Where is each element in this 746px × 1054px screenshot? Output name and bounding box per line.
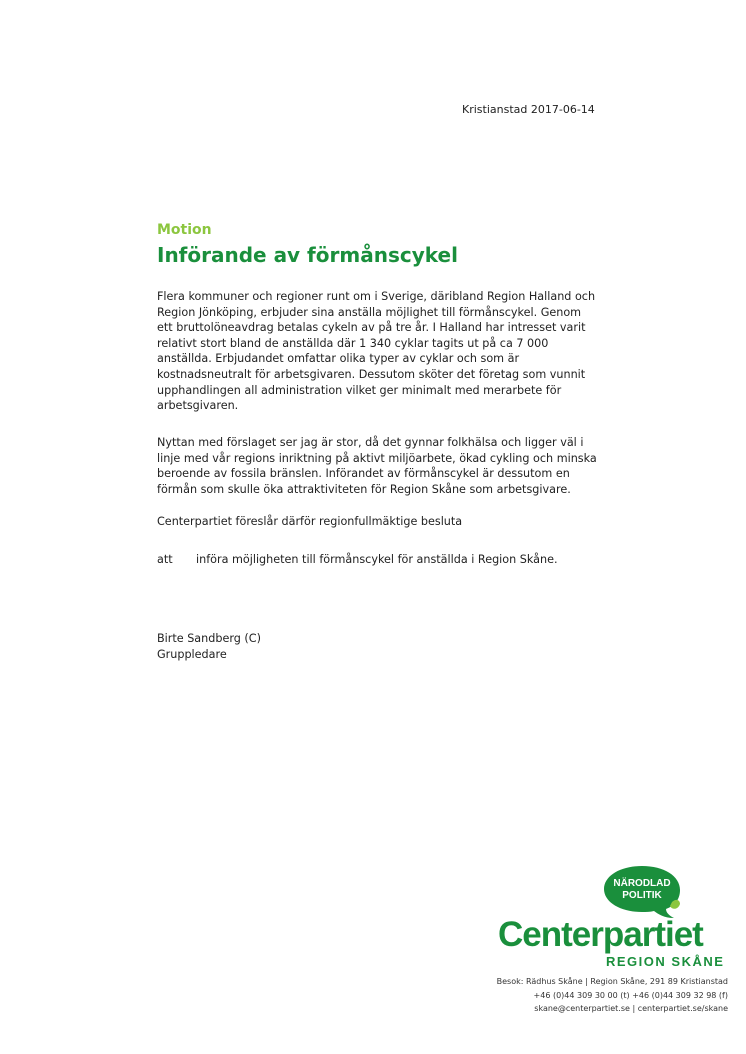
centerpartiet-logo <box>498 864 725 974</box>
logo-region: REGION SKÅNE <box>606 954 725 969</box>
paragraph-line: Flera kommuner och regioner runt om i Sverige, däribland Region Halland och <box>157 290 596 303</box>
signature-role: Gruppledare <box>157 647 227 661</box>
signature <box>157 631 261 662</box>
document-title: Införande av förmånscykel <box>157 243 458 267</box>
paragraph-line: anställda. Erbjudandet omfattar olika typer av cyklar och som är <box>157 352 520 366</box>
document-type: Motion <box>157 222 212 238</box>
document-date: Kristianstad 2017-06-14 <box>462 103 595 116</box>
paragraph-2 <box>157 435 617 497</box>
logo-wordmark: Centerpartiet <box>498 915 703 954</box>
paragraph-line: Region Jönköping, erbjuder sina anställa möjlighet till förmånscykel. Genom <box>157 305 582 319</box>
footer-web: skane@centerpartiet.se | centerpartiet.se/skane <box>534 1004 728 1013</box>
paragraph-line: Nyttan med förslaget ser jag är stor, då det gynnar folkhälsa och ligger väl i <box>157 436 584 449</box>
badge-line-1: NÄRODLAD <box>613 878 671 889</box>
paragraph-line: upphandlingen all administration vilket ger minimalt med merarbete för <box>157 383 562 397</box>
narodlad-politik-badge-icon <box>602 864 682 918</box>
paragraph-line: kostnadsneutralt för arbetsgivaren. Dessutom sköter det företag som vunnit <box>157 367 586 381</box>
footer-contact <box>428 975 728 1016</box>
proposal-text: införa möjligheten till förmånscykel för anställda i Region Skåne. <box>196 553 558 566</box>
signature-name: Birte Sandberg (C) <box>157 632 261 645</box>
footer-address: Besok: Rädhus Skåne | Region Skåne, 291 89 Kristianstad <box>496 977 728 986</box>
paragraph-3 <box>157 514 617 530</box>
badge-line-2: POLITIK <box>622 890 662 901</box>
paragraph-line: förmån som skulle öka attraktiviteten för Region Skåne som arbetsgivare. <box>157 482 571 496</box>
paragraph-line: Centerpartiet föreslår därför regionfullmäktige besluta <box>157 515 463 528</box>
paragraph-line: arbetsgivaren. <box>157 399 239 413</box>
paragraph-line: ett bruttolöneavdrag betalas cykeln av på tre år. I Halland har intresset varit <box>157 321 586 335</box>
footer-phone: +46 (0)44 309 30 00 (t) +46 (0)44 309 32 98 (f) <box>533 990 728 1000</box>
proposal-label: att <box>157 553 173 566</box>
paragraph-line: linje med vår regions inriktning på aktivt miljöarbete, ökad cykling och minska <box>157 451 597 465</box>
paragraph-line: beroende av fossila bränslen. Införandet av förmånscykel är dessutom en <box>157 467 570 481</box>
paragraph-1 <box>157 289 617 414</box>
paragraph-line: relativt stort bland de anställda där 1 340 cyklar tagits ut på ca 7 000 <box>157 336 549 350</box>
